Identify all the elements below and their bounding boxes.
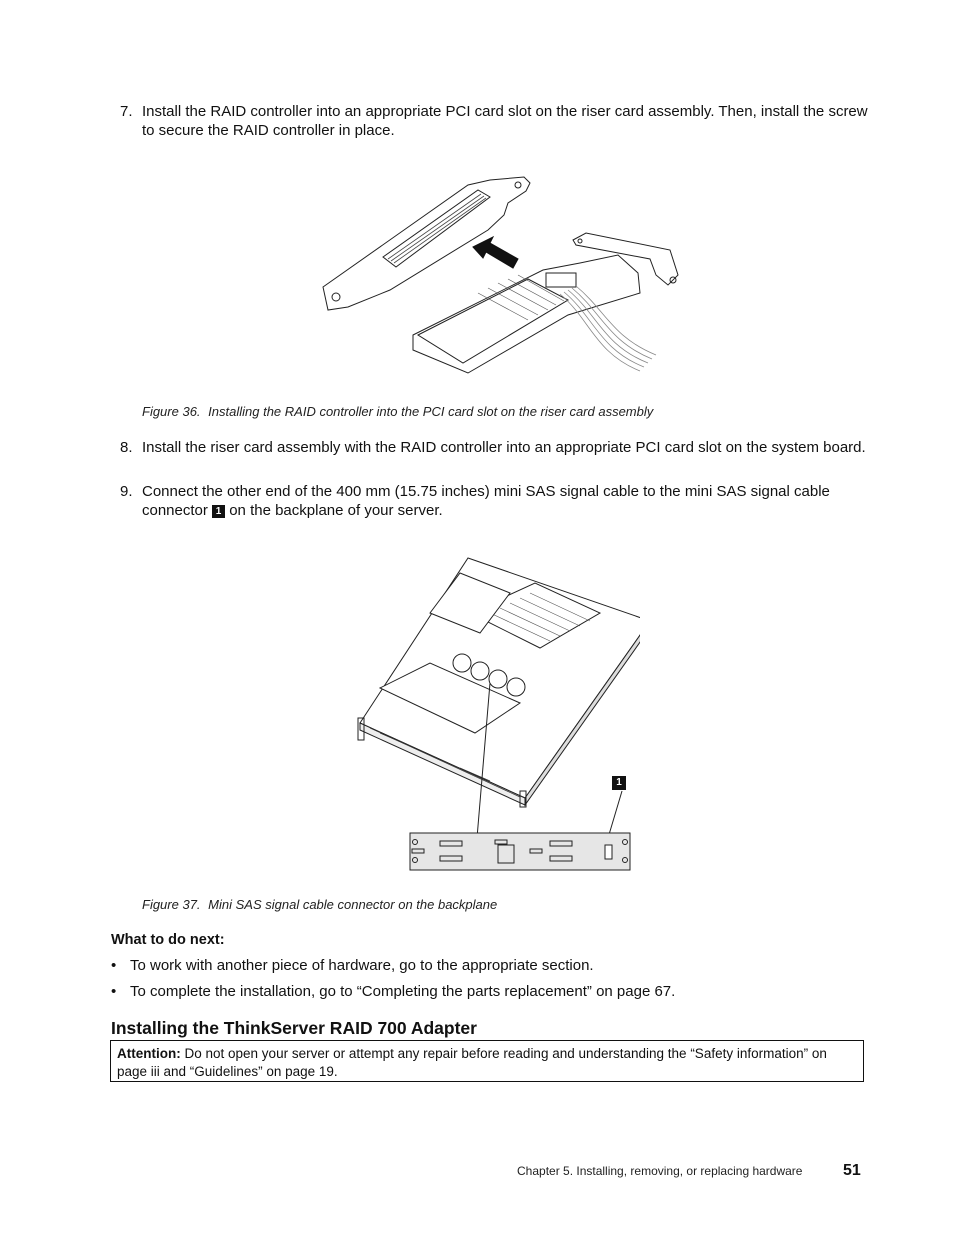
page-number: 51 xyxy=(843,1162,861,1179)
attention-label: Attention: xyxy=(117,1046,181,1061)
bullet-dot: • xyxy=(111,957,117,974)
step-9 xyxy=(120,482,880,520)
bullet-text: To work with another piece of hardware, go to the appropriate section. xyxy=(130,957,594,974)
step-text: Install the riser card assembly with the RAID controller into an appropriate PCI card slot on the system board. xyxy=(142,439,866,456)
step-number: 8. xyxy=(120,439,133,456)
list-item xyxy=(111,983,675,1000)
bullet-dot: • xyxy=(111,983,117,1000)
bullet-text: To complete the installation, go to “Completing the parts replacement” on page 67. xyxy=(130,983,676,1000)
list-item xyxy=(111,957,594,974)
figure-label: Figure 37. xyxy=(142,897,201,912)
step-7 xyxy=(120,102,880,140)
step-text: Install the RAID controller into an appropriate PCI card slot on the riser card assembly. Then, install the screw to secure the RAID controller in place. xyxy=(142,103,868,139)
step-text-after: on the backplane of your server. xyxy=(229,502,443,519)
next-heading: What to do next: xyxy=(111,932,225,948)
section-title: Installing the ThinkServer RAID 700 Adapter xyxy=(111,1018,477,1038)
figure-36-caption xyxy=(142,404,653,419)
callout-1: 1 xyxy=(212,505,225,518)
sas-connector xyxy=(546,273,576,287)
figure-37-caption xyxy=(142,897,497,912)
figure-label: Figure 36. xyxy=(142,404,201,419)
attention-box xyxy=(110,1040,864,1082)
figure-caption-text: Installing the RAID controller into the PCI card slot on the riser card assembly xyxy=(208,404,654,419)
leader-line xyxy=(608,791,622,838)
step-number: 9. xyxy=(120,483,133,500)
insert-arrow xyxy=(473,237,518,268)
figure-36-illustration xyxy=(318,175,690,380)
figure-caption-text: Mini SAS signal cable connector on the backplane xyxy=(208,897,498,912)
backplane xyxy=(410,833,630,870)
figure-37-illustration xyxy=(350,553,640,873)
step-8 xyxy=(120,438,880,457)
footer-chapter: Chapter 5. Installing, removing, or replacing hardware xyxy=(517,1164,803,1178)
step-text-before: Connect the other end of the 400 mm (15.75 inches) mini SAS signal cable to the mini SAS signal cable connector xyxy=(142,483,830,519)
step-text xyxy=(142,482,880,520)
figure-37-callout: 1 xyxy=(616,777,622,788)
step-number: 7. xyxy=(120,103,133,120)
attention-text: Do not open your server or attempt any repair before reading and understanding the “Safety information” on page iii and “Guidelines” on page 19. xyxy=(117,1046,827,1079)
